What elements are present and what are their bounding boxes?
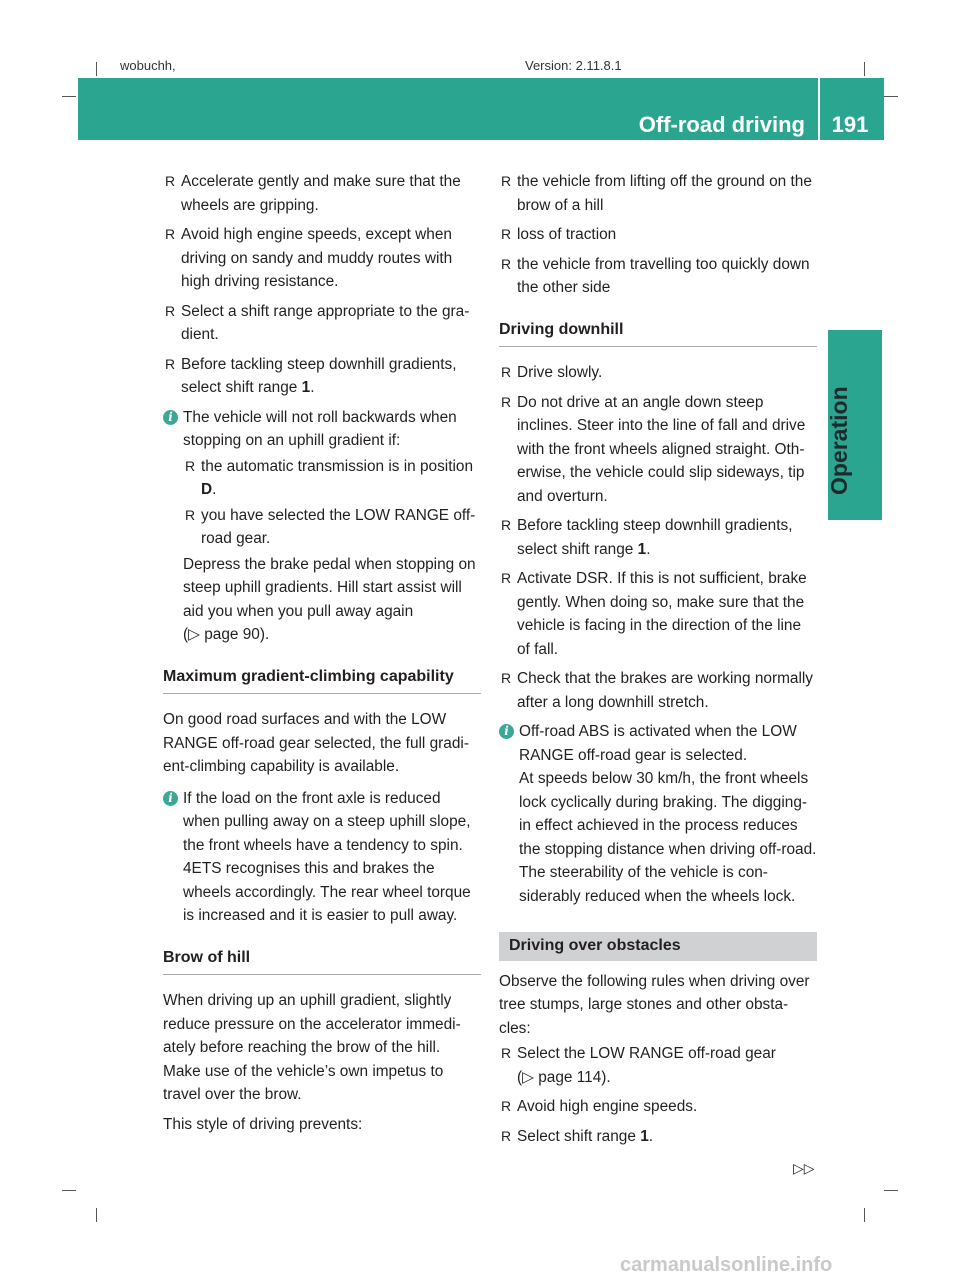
- right-column: [499, 170, 817, 1154]
- list-item: R the vehicle from travelling too quickly down the other side: [499, 253, 817, 300]
- list-item: R Before tackling steep downhill gradients, select shift range 1.: [499, 514, 817, 561]
- info-text: Depress the brake pedal when stopping on steep uphill gradients. Hill start assist will aid you when you pull away again (▷ page 90).: [183, 555, 476, 643]
- list-item: R Check that the brakes are working normally after a long downhill stretch.: [499, 667, 817, 714]
- info-text: Off-road ABS is activated when the LOW RANGE off-road gear is selected.: [519, 723, 797, 764]
- list-item: R Avoid high engine speeds, except when driving on sandy and muddy routes with high driving resistance.: [163, 223, 481, 294]
- section-heading: Driving downhill: [499, 318, 817, 348]
- page-reference[interactable]: (▷ page 90).: [183, 626, 270, 643]
- page-number: 191: [831, 112, 869, 137]
- list-item: R the vehicle from lifting off the ground on the brow of a hill: [499, 170, 817, 217]
- list-item: R the automatic transmission is in position D.: [183, 455, 481, 502]
- page-reference[interactable]: (▷ page 114).: [517, 1068, 611, 1086]
- list-item: R Activate DSR. If this is not sufficient, brake gently. When doing so, make sure that the vehicle is facing in the direction of the line of fall.: [499, 567, 817, 661]
- watermark: carmanualsonline.info: [620, 1254, 833, 1276]
- continue-arrow-icon: ▷▷: [793, 1160, 815, 1176]
- info-text: If the load on the front axle is reduced when pulling away on a steep uphill slope, the front wheels have a tendency to spin. 4ETS recognises this and brakes the wheels accordingly. The rear wheel torque is increased and it is easier to pull away.: [183, 789, 471, 924]
- print-meta-right: Version: 2.11.8.1: [525, 58, 622, 73]
- crop-mark: [884, 96, 898, 97]
- print-meta-left: wobuchh,: [120, 58, 176, 73]
- info-icon: i: [499, 724, 514, 739]
- paragraph: When driving up an uphill gradient, slightly reduce pressure on the accelerator immedi-ately before reaching the brow of the hill. Make use of the vehicle’s own impetus to travel over the brow.: [163, 992, 461, 1103]
- paragraph: On good road surfaces and with the LOW RANGE off-road gear selected, the full gradi-ent-climbing capability is available.: [163, 711, 469, 775]
- side-tab-label: Operation: [826, 386, 852, 495]
- crop-mark: [96, 1208, 97, 1222]
- info-icon: i: [163, 791, 178, 806]
- crop-mark: [62, 1190, 76, 1191]
- crop-mark: [864, 62, 865, 76]
- crop-mark: [884, 1190, 898, 1191]
- info-note: [163, 787, 481, 928]
- info-note: [163, 406, 481, 647]
- crop-mark: [62, 96, 76, 97]
- list-item: R Accelerate gently and make sure that the wheels are gripping.: [163, 170, 481, 217]
- section-heading-box: Driving over obstacles: [499, 932, 817, 961]
- info-text: The vehicle will not roll backwards when stopping on an uphill gradient if:: [183, 408, 457, 449]
- list-item: R Before tackling steep downhill gradients, select shift range 1.: [163, 353, 481, 400]
- list-item: R Drive slowly.: [499, 361, 817, 385]
- list-item: R Avoid high engine speeds.: [499, 1095, 817, 1119]
- paragraph: This style of driving prevents:: [163, 1115, 363, 1133]
- list-item: R Do not drive at an angle down steep inclines. Steer into the line of fall and drive with the front wheels aligned straight. Oth-erwise, the vehicle could slip sideways, tip and overturn.: [499, 391, 817, 509]
- crop-mark: [96, 62, 97, 76]
- list-item: R Select the LOW RANGE off-road gear (▷ page 114).: [499, 1042, 817, 1089]
- info-icon: i: [163, 410, 178, 425]
- list-item: R you have selected the LOW RANGE off-road gear.: [183, 504, 481, 551]
- section-heading: Brow of hill: [163, 946, 481, 976]
- section-heading: Maximum gradient-climbing capability: [163, 665, 481, 695]
- info-note: [499, 720, 817, 908]
- page-title: Off-road driving: [638, 112, 805, 137]
- info-text: At speeds below 30 km/h, the front wheels lock cyclically during braking. The digging-in effect achieved in the process reduces the stopping distance when driving off-road. The steerability of the vehicle is con-siderably reduced when the wheels lock.: [519, 770, 817, 905]
- list-item: R Select a shift range appropriate to the gra-dient.: [163, 300, 481, 347]
- left-column: [163, 170, 481, 1142]
- crop-mark: [864, 1208, 865, 1222]
- paragraph: Observe the following rules when driving over tree stumps, large stones and other obsta-cles:: [499, 972, 810, 1037]
- list-item: R Select shift range 1.: [499, 1125, 817, 1149]
- list-item: R loss of traction: [499, 223, 817, 247]
